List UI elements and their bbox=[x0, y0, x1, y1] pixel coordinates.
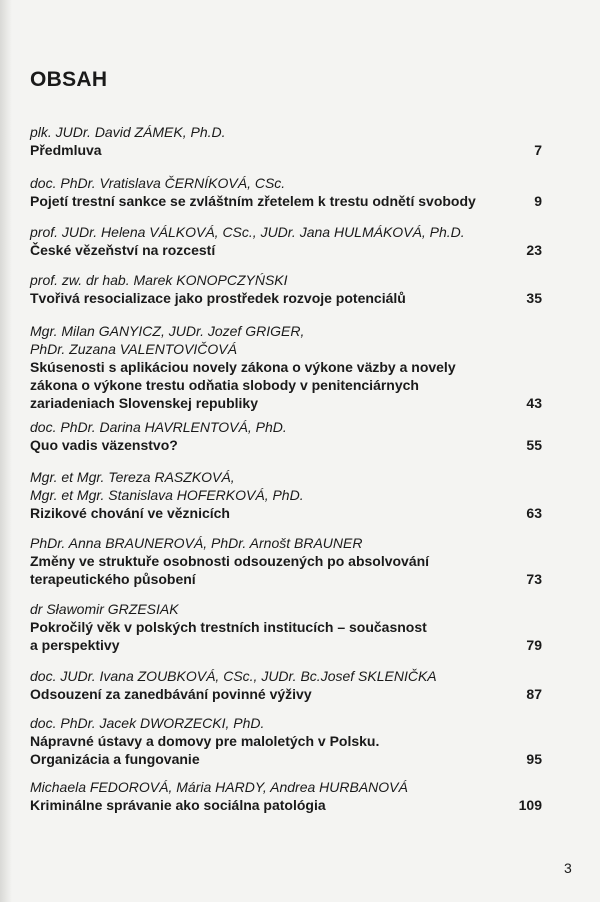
entry-page-number: 95 bbox=[526, 751, 542, 767]
entry-page-number: 63 bbox=[526, 505, 542, 521]
entry-title-row bbox=[30, 618, 550, 654]
author-line: PhDr. Zuzana VALENTOVIČOVÁ bbox=[30, 341, 237, 357]
title-line: Pokročilý věk v polských trestních institucích – současnost bbox=[30, 619, 427, 635]
title-line: Nápravné ústavy a domovy pre maloletých v Polsku. bbox=[30, 733, 380, 749]
entry-title bbox=[30, 685, 500, 703]
entry-title bbox=[30, 358, 500, 412]
entry-title bbox=[30, 504, 500, 522]
title-line: zariadeniach Slovenskej republiky bbox=[30, 395, 258, 411]
entry-page-number: 23 bbox=[526, 242, 542, 258]
entry-title bbox=[30, 552, 500, 588]
entry-title bbox=[30, 141, 500, 159]
entry-title-row bbox=[30, 796, 550, 814]
author-line: Mgr. et Mgr. Stanislava HOFERKOVÁ, PhD. bbox=[30, 487, 304, 503]
author-line: doc. PhDr. Vratislava ČERNÍKOVÁ, CSc. bbox=[30, 175, 286, 191]
title-line: terapeutického působení bbox=[30, 571, 196, 587]
title-line: Změny ve struktuře osobnosti odsouzených po absolvování bbox=[30, 553, 430, 569]
title-line: a perspektivy bbox=[30, 637, 120, 653]
entry-page-number: 87 bbox=[526, 686, 542, 702]
author-line: prof. JUDr. Helena VÁLKOVÁ, CSc., JUDr. Jana HULMÁKOVÁ, Ph.D. bbox=[30, 224, 465, 240]
toc-heading: OBSAH bbox=[30, 68, 108, 91]
entry-authors bbox=[30, 174, 550, 192]
author-line: Mgr. et Mgr. Tereza RASZKOVÁ, bbox=[30, 469, 235, 485]
title-line: České vězeňství na rozcestí bbox=[30, 242, 216, 258]
author-line: Mgr. Milan GANYICZ, JUDr. Jozef GRIGER, bbox=[30, 323, 305, 339]
author-line: doc. JUDr. Ivana ZOUBKOVÁ, CSc., JUDr. Bc.Josef SKLENIČKA bbox=[30, 668, 437, 684]
entry-title-row bbox=[30, 685, 550, 703]
entry-page-number: 7 bbox=[534, 142, 542, 158]
entry-title-row bbox=[30, 552, 550, 588]
toc-entry bbox=[30, 714, 550, 768]
entry-page-number: 109 bbox=[518, 797, 542, 813]
toc-entry bbox=[30, 322, 550, 412]
title-line: zákona o výkone trestu odňatia slobody v penitenciárnych bbox=[30, 377, 419, 393]
entry-authors bbox=[30, 271, 550, 289]
title-line: Rizikové chování ve věznicích bbox=[30, 505, 230, 521]
page-folio-number: 3 bbox=[564, 860, 572, 876]
entry-page-number: 79 bbox=[526, 637, 542, 653]
title-line: Kriminálne správanie ako sociálna patológia bbox=[30, 797, 326, 813]
entry-title bbox=[30, 796, 500, 814]
entry-title-row bbox=[30, 241, 550, 259]
entry-title bbox=[30, 289, 500, 307]
toc-entry bbox=[30, 271, 550, 307]
entry-authors bbox=[30, 778, 550, 796]
toc-entry bbox=[30, 778, 550, 814]
toc-entry bbox=[30, 667, 550, 703]
entry-title bbox=[30, 241, 500, 259]
entry-authors bbox=[30, 600, 550, 618]
entry-page-number: 55 bbox=[526, 437, 542, 453]
toc-entry bbox=[30, 600, 550, 654]
entry-authors bbox=[30, 123, 550, 141]
entry-authors bbox=[30, 418, 550, 436]
entry-authors bbox=[30, 223, 550, 241]
page-edge-shadow bbox=[0, 0, 12, 902]
entry-title-row bbox=[30, 358, 550, 412]
toc-entry bbox=[30, 223, 550, 259]
entry-authors bbox=[30, 667, 550, 685]
entry-title-row bbox=[30, 504, 550, 522]
entry-page-number: 43 bbox=[526, 395, 542, 411]
entry-title-row bbox=[30, 436, 550, 454]
entry-page-number: 35 bbox=[526, 290, 542, 306]
toc-entry bbox=[30, 418, 550, 454]
entry-title bbox=[30, 618, 500, 654]
toc-entry bbox=[30, 123, 550, 159]
entry-authors bbox=[30, 468, 550, 504]
author-line: Michaela FEDOROVÁ, Mária HARDY, Andrea HURBANOVÁ bbox=[30, 779, 408, 795]
entry-authors bbox=[30, 714, 550, 732]
toc-entry bbox=[30, 534, 550, 588]
author-line: doc. PhDr. Darina HAVRLENTOVÁ, PhD. bbox=[30, 419, 287, 435]
title-line: Odsouzení za zanedbávání povinné výživy bbox=[30, 686, 312, 702]
entry-title bbox=[30, 436, 500, 454]
toc-entry bbox=[30, 174, 550, 210]
entry-title-row bbox=[30, 289, 550, 307]
title-line: Předmluva bbox=[30, 142, 102, 158]
author-line: doc. PhDr. Jacek DWORZECKI, PhD. bbox=[30, 715, 265, 731]
entry-authors bbox=[30, 534, 550, 552]
entry-title-row bbox=[30, 732, 550, 768]
author-line: dr Sławomir GRZESIAK bbox=[30, 601, 179, 617]
entry-title-row bbox=[30, 141, 550, 159]
title-line: Skúsenosti s aplikáciou novely zákona o výkone väzby a novely bbox=[30, 359, 456, 375]
title-line: Organizácia a fungovanie bbox=[30, 751, 200, 767]
entry-title bbox=[30, 192, 500, 210]
title-line: Quo vadis väzenstvo? bbox=[30, 437, 178, 453]
entry-page-number: 73 bbox=[526, 571, 542, 587]
entry-page-number: 9 bbox=[534, 193, 542, 209]
author-line: prof. zw. dr hab. Marek KONOPCZYŃSKI bbox=[30, 272, 288, 288]
entry-title-row bbox=[30, 192, 550, 210]
author-line: plk. JUDr. David ZÁMEK, Ph.D. bbox=[30, 124, 226, 140]
title-line: Tvořivá resocializace jako prostředek rozvoje potenciálů bbox=[30, 290, 406, 306]
title-line: Pojetí trestní sankce se zvláštním zřetelem k trestu odnětí svobody bbox=[30, 193, 476, 209]
entry-title bbox=[30, 732, 500, 768]
toc-entry bbox=[30, 468, 550, 522]
author-line: PhDr. Anna BRAUNEROVÁ, PhDr. Arnošt BRAUNER bbox=[30, 535, 363, 551]
entry-authors bbox=[30, 322, 550, 358]
